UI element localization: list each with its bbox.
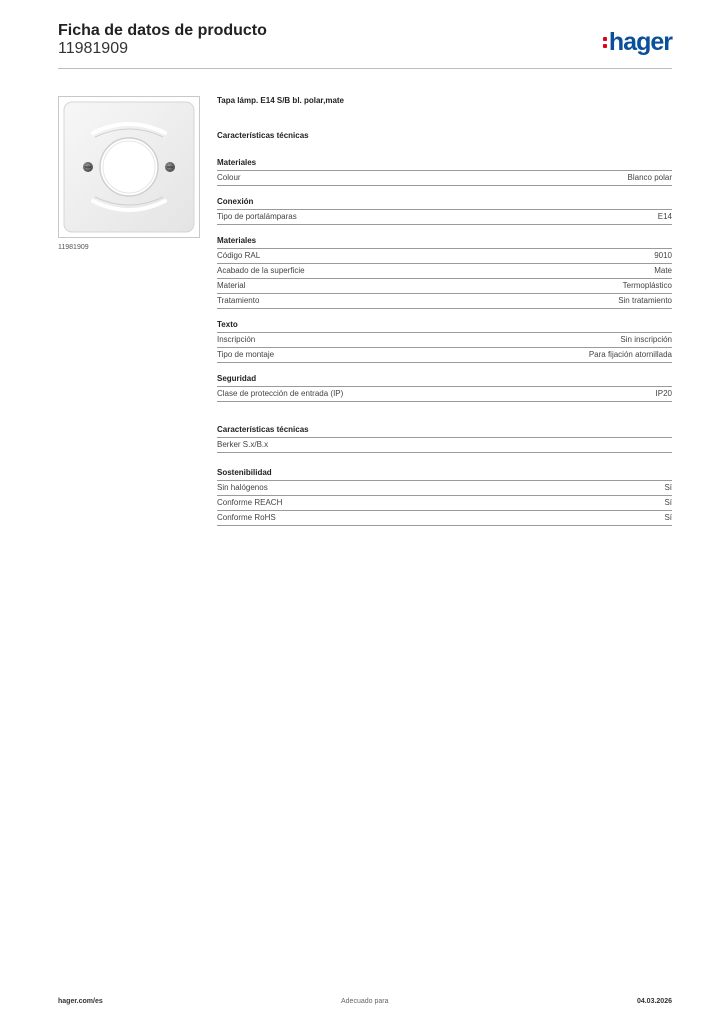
spec-value: Termoplástico <box>622 281 672 290</box>
spec-row <box>217 348 672 363</box>
technical-specs-heading-2: Características técnicas <box>217 425 672 438</box>
spec-value: Sí <box>664 483 672 492</box>
spec-group-title: Sostenibilidad <box>217 468 672 481</box>
spec-label: Berker S.x/B.x <box>217 440 269 449</box>
footer-suitability: Adecuado para <box>341 998 389 1005</box>
hager-logo <box>603 28 672 57</box>
image-caption: 11981909 <box>58 244 89 251</box>
spec-group-connection <box>217 197 672 225</box>
spec-label: Código RAL <box>217 251 261 260</box>
spec-value: IP20 <box>655 389 672 398</box>
page-header <box>58 20 672 69</box>
spec-row <box>217 387 672 402</box>
spec-row <box>217 171 672 186</box>
spec-label: Acabado de la superficie <box>217 266 305 275</box>
logo-text: hager <box>608 28 672 56</box>
spec-value: E14 <box>657 212 672 221</box>
spec-label: Sin halógenos <box>217 483 268 492</box>
spec-value: Blanco polar <box>627 173 672 182</box>
spec-row <box>217 481 672 496</box>
spec-group-safety <box>217 374 672 402</box>
spec-group-title: Materiales <box>217 236 672 249</box>
spec-label: Colour <box>217 173 241 182</box>
spec-value: Sin tratamiento <box>618 296 672 305</box>
technical-specs-heading: Características técnicas <box>217 131 309 140</box>
spec-value: Sí <box>664 498 672 507</box>
spec-label: Tratamiento <box>217 296 260 305</box>
spec-label: Tipo de portalámparas <box>217 212 297 221</box>
spec-value: Para fijación atornillada <box>588 350 672 359</box>
lamp-cover-image <box>59 97 199 237</box>
spec-row <box>217 249 672 264</box>
spec-row <box>217 210 672 225</box>
spec-group-materials-2 <box>217 236 672 309</box>
spec-group-title: Seguridad <box>217 374 672 387</box>
spec-value: Sí <box>664 513 672 522</box>
spec-label: Conforme REACH <box>217 498 283 507</box>
product-image <box>58 96 200 238</box>
spec-row <box>217 294 672 309</box>
product-name: Tapa lámp. E14 S/B bl. polar,mate <box>217 96 345 105</box>
spec-row <box>217 511 672 526</box>
page-title: Ficha de datos de producto <box>58 22 267 39</box>
spec-label: Inscripción <box>217 335 256 344</box>
spec-label: Material <box>217 281 246 290</box>
page-footer <box>58 998 672 1012</box>
footer-date: 04.03.2026 <box>636 998 672 1005</box>
spec-label: Tipo de montaje <box>217 350 275 359</box>
spec-row <box>217 438 672 453</box>
spec-row <box>217 333 672 348</box>
spec-group-title: Materiales <box>217 158 672 171</box>
product-details <box>217 96 672 537</box>
spec-group-title: Conexión <box>217 197 672 210</box>
footer-website-link[interactable]: hager.com/es <box>58 998 103 1005</box>
spec-label: Conforme RoHS <box>217 513 276 522</box>
product-number: 11981909 <box>58 40 128 57</box>
spec-row <box>217 279 672 294</box>
logo-dots-icon <box>603 36 607 50</box>
spec-value: 9010 <box>654 251 672 260</box>
spec-group-text <box>217 320 672 363</box>
spec-row <box>217 496 672 511</box>
spec-group-technical-2 <box>217 425 672 453</box>
spec-group-sustainability <box>217 468 672 526</box>
spec-row <box>217 264 672 279</box>
spec-value: Sin inscripción <box>620 335 672 344</box>
spec-group-title: Texto <box>217 320 672 333</box>
spec-group-materials <box>217 158 672 186</box>
spec-label: Clase de protección de entrada (IP) <box>217 389 344 398</box>
spec-value: Mate <box>654 266 672 275</box>
